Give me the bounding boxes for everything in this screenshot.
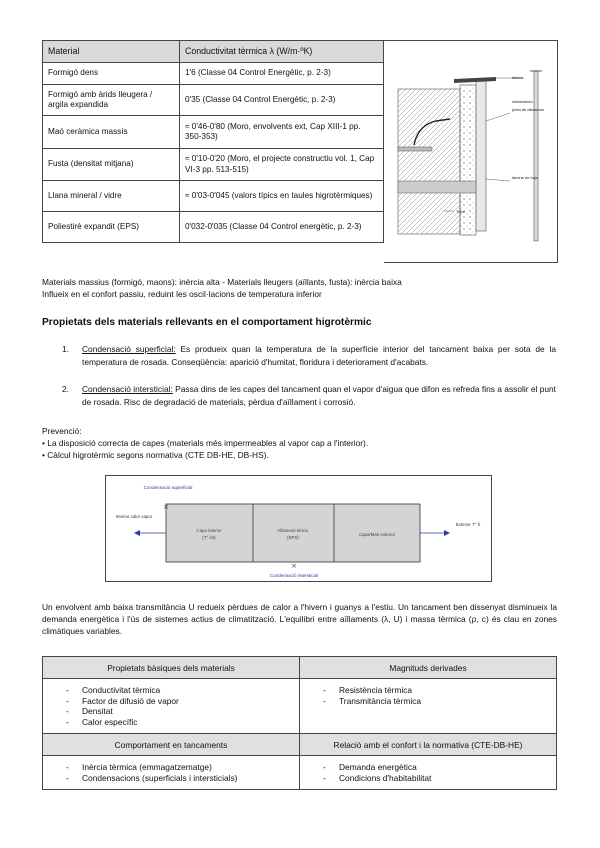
- material-name: Maó ceràmica massís: [43, 116, 180, 149]
- label-interstitial-condensation: Condensació intersticial: [269, 573, 319, 578]
- list-item: - Densitat: [44, 706, 298, 717]
- figure-label: Aislamiento: [512, 99, 533, 104]
- table-header-row: [43, 41, 384, 63]
- summary-cell: [300, 756, 557, 790]
- prevention-item: • Càlcul higrotèrmic segons normativa (CTE DB-HE, DB-HS).: [42, 450, 269, 460]
- prevention-title: Prevenció:: [42, 426, 82, 436]
- material-name: Poliestirè expandit (EPS): [43, 212, 180, 243]
- paragraph-comfort: Influeix en el confort passiu, reduint les oscil·lacions de temperatura inferior: [42, 289, 322, 299]
- material-name: Formigó dens: [43, 63, 180, 85]
- table-row: [43, 149, 384, 181]
- summary-header: Relació amb el confort i la normativa (CTE-DB-HE): [300, 734, 557, 756]
- table-row: [43, 63, 384, 85]
- summary-cell: [43, 679, 300, 734]
- cross-marker-icon: ×: [291, 562, 297, 570]
- label-layer-exterior: Capa/Maó exterior: [358, 532, 396, 537]
- condensation-diagram: [105, 475, 492, 582]
- summary-table: [42, 656, 557, 790]
- paragraph-inertia: Materials massius (formigó, maons): inèrcia alta - Materials lleugers (aïllants, fusta): inèrcia baixa: [42, 277, 402, 287]
- section-heading: Propietats dels materials rellevants en el comportament higrotèrmic: [42, 317, 372, 328]
- summary-header: Propietats bàsiques dels materials: [43, 657, 300, 679]
- material-name: Llana mineral / vidre: [43, 181, 180, 212]
- header-material: Material: [43, 41, 180, 63]
- paragraph-envelope: Un envolvent amb baixa transmitància U redueix pèrdues de calor a l'hivern i guanys a l'estiu. Un tancament ben dissenyat disminueix la demanda energètica i l'ús de sistemes actius de climatització. L'equilibri entre aïllaments (λ, U) i massa tèrmica (ρ, c) és clau en zones climàtiques variables.: [42, 602, 557, 636]
- list-item: - Conductivitat tèrmica: [44, 685, 298, 696]
- table-row: [43, 116, 384, 149]
- material-value: 1'6 (Classe 04 Control Energètic, p. 2-3): [180, 63, 384, 85]
- label-interior: Interior calor vapor: [115, 514, 153, 519]
- arrow-right-icon: [444, 530, 450, 536]
- label-layer-interior-sub: (T° int): [202, 535, 216, 540]
- figure-label: lámina de bajo: [512, 175, 539, 180]
- prevention-item: • La disposició correcta de capes (materials més impermeables al vapor cap a l'interior).: [42, 438, 369, 448]
- list-item: - Transmitància tèrmica: [301, 696, 555, 707]
- material-value: 0'35 (Classe 04 Control Energètic, p. 2-3): [180, 85, 384, 116]
- label-surface-condensation: Condensació superficial: [143, 485, 193, 490]
- table-row: [43, 212, 384, 243]
- list-item: - Resistència tèrmica: [301, 685, 555, 696]
- list-text: Es produeix quan la temperatura de la superfície interior del tancament baixa per sota de la temperatura de rosada. Conseqüència: aparició d'humitat, floridura i deteriorament d'acabats.: [82, 344, 556, 367]
- figure-label: tabica: [512, 75, 523, 80]
- list-text: Passa dins de les capes del tancament quan el vapor d'aigua que difon es refreda fins a assolir el punt de rosada. Risc de degradació de materials, pèrdua d'aïllament i corrosió.: [82, 384, 556, 407]
- list-title: Condensació superficial:: [82, 344, 176, 354]
- construction-detail-figure: [384, 40, 558, 263]
- material-value: ≈ 0'46-0'80 (Moro, envolvents ext, Cap XIII-1 pp. 350-353): [180, 116, 384, 149]
- table-row: [43, 85, 384, 116]
- label-exterior: Exterior T° fr: [455, 522, 481, 527]
- list-number: 1.: [62, 344, 69, 354]
- material-name: Fusta (densitat mitjana): [43, 149, 180, 181]
- label-layer-interior: Capa interior: [196, 528, 222, 533]
- list-item: [62, 343, 556, 369]
- cross-marker-icon: ×: [163, 503, 169, 511]
- list-item: - Calor específic: [44, 717, 298, 728]
- label-layer-insulation: Aïllament tèrmic: [277, 528, 309, 533]
- table-row: [43, 181, 384, 212]
- figure-label: junta de dilatación: [512, 107, 545, 112]
- list-item: - Factor de difusió de vapor: [44, 696, 298, 707]
- summary-header: Magnituds derivades: [300, 657, 557, 679]
- list-item: [62, 383, 556, 409]
- material-name: Formigó amb àrids lleugera / argila expandida: [43, 85, 180, 116]
- list-item: - Demanda energètica: [301, 762, 555, 773]
- condensation-diagram-svg: [106, 476, 491, 581]
- figure-label: Tubo: [456, 209, 465, 214]
- construction-detail-drawing: [384, 41, 557, 262]
- summary-cell: [300, 679, 557, 734]
- material-value: 0'032-0'035 (Classe 04 Control energètic, p. 2-3): [180, 212, 384, 243]
- materials-table: [42, 40, 384, 243]
- list-item: - Condensacions (superficials i intersticials): [44, 773, 298, 784]
- list-number: 2.: [62, 384, 69, 394]
- list-item: - Inèrcia tèrmica (emmagatzematge): [44, 762, 298, 773]
- material-value: ≈ 0'10-0'20 (Moro, el projecte constructiu vol. 1, Cap VI-3 pp. 513-515): [180, 149, 384, 181]
- summary-header: Comportament en tancaments: [43, 734, 300, 756]
- list-title: Condensació intersticial:: [82, 384, 173, 394]
- summary-cell: [43, 756, 300, 790]
- material-value: ≈ 0'03-0'045 (valors típics en taules higrotèrmiques): [180, 181, 384, 212]
- arrow-left-icon: [134, 530, 140, 536]
- label-layer-insulation-sub: (EPS): [287, 535, 299, 540]
- header-conductivity: Conductivitat tèrmica λ (W/m·ºK): [180, 41, 384, 63]
- list-item: - Condicions d'habitabilitat: [301, 773, 555, 784]
